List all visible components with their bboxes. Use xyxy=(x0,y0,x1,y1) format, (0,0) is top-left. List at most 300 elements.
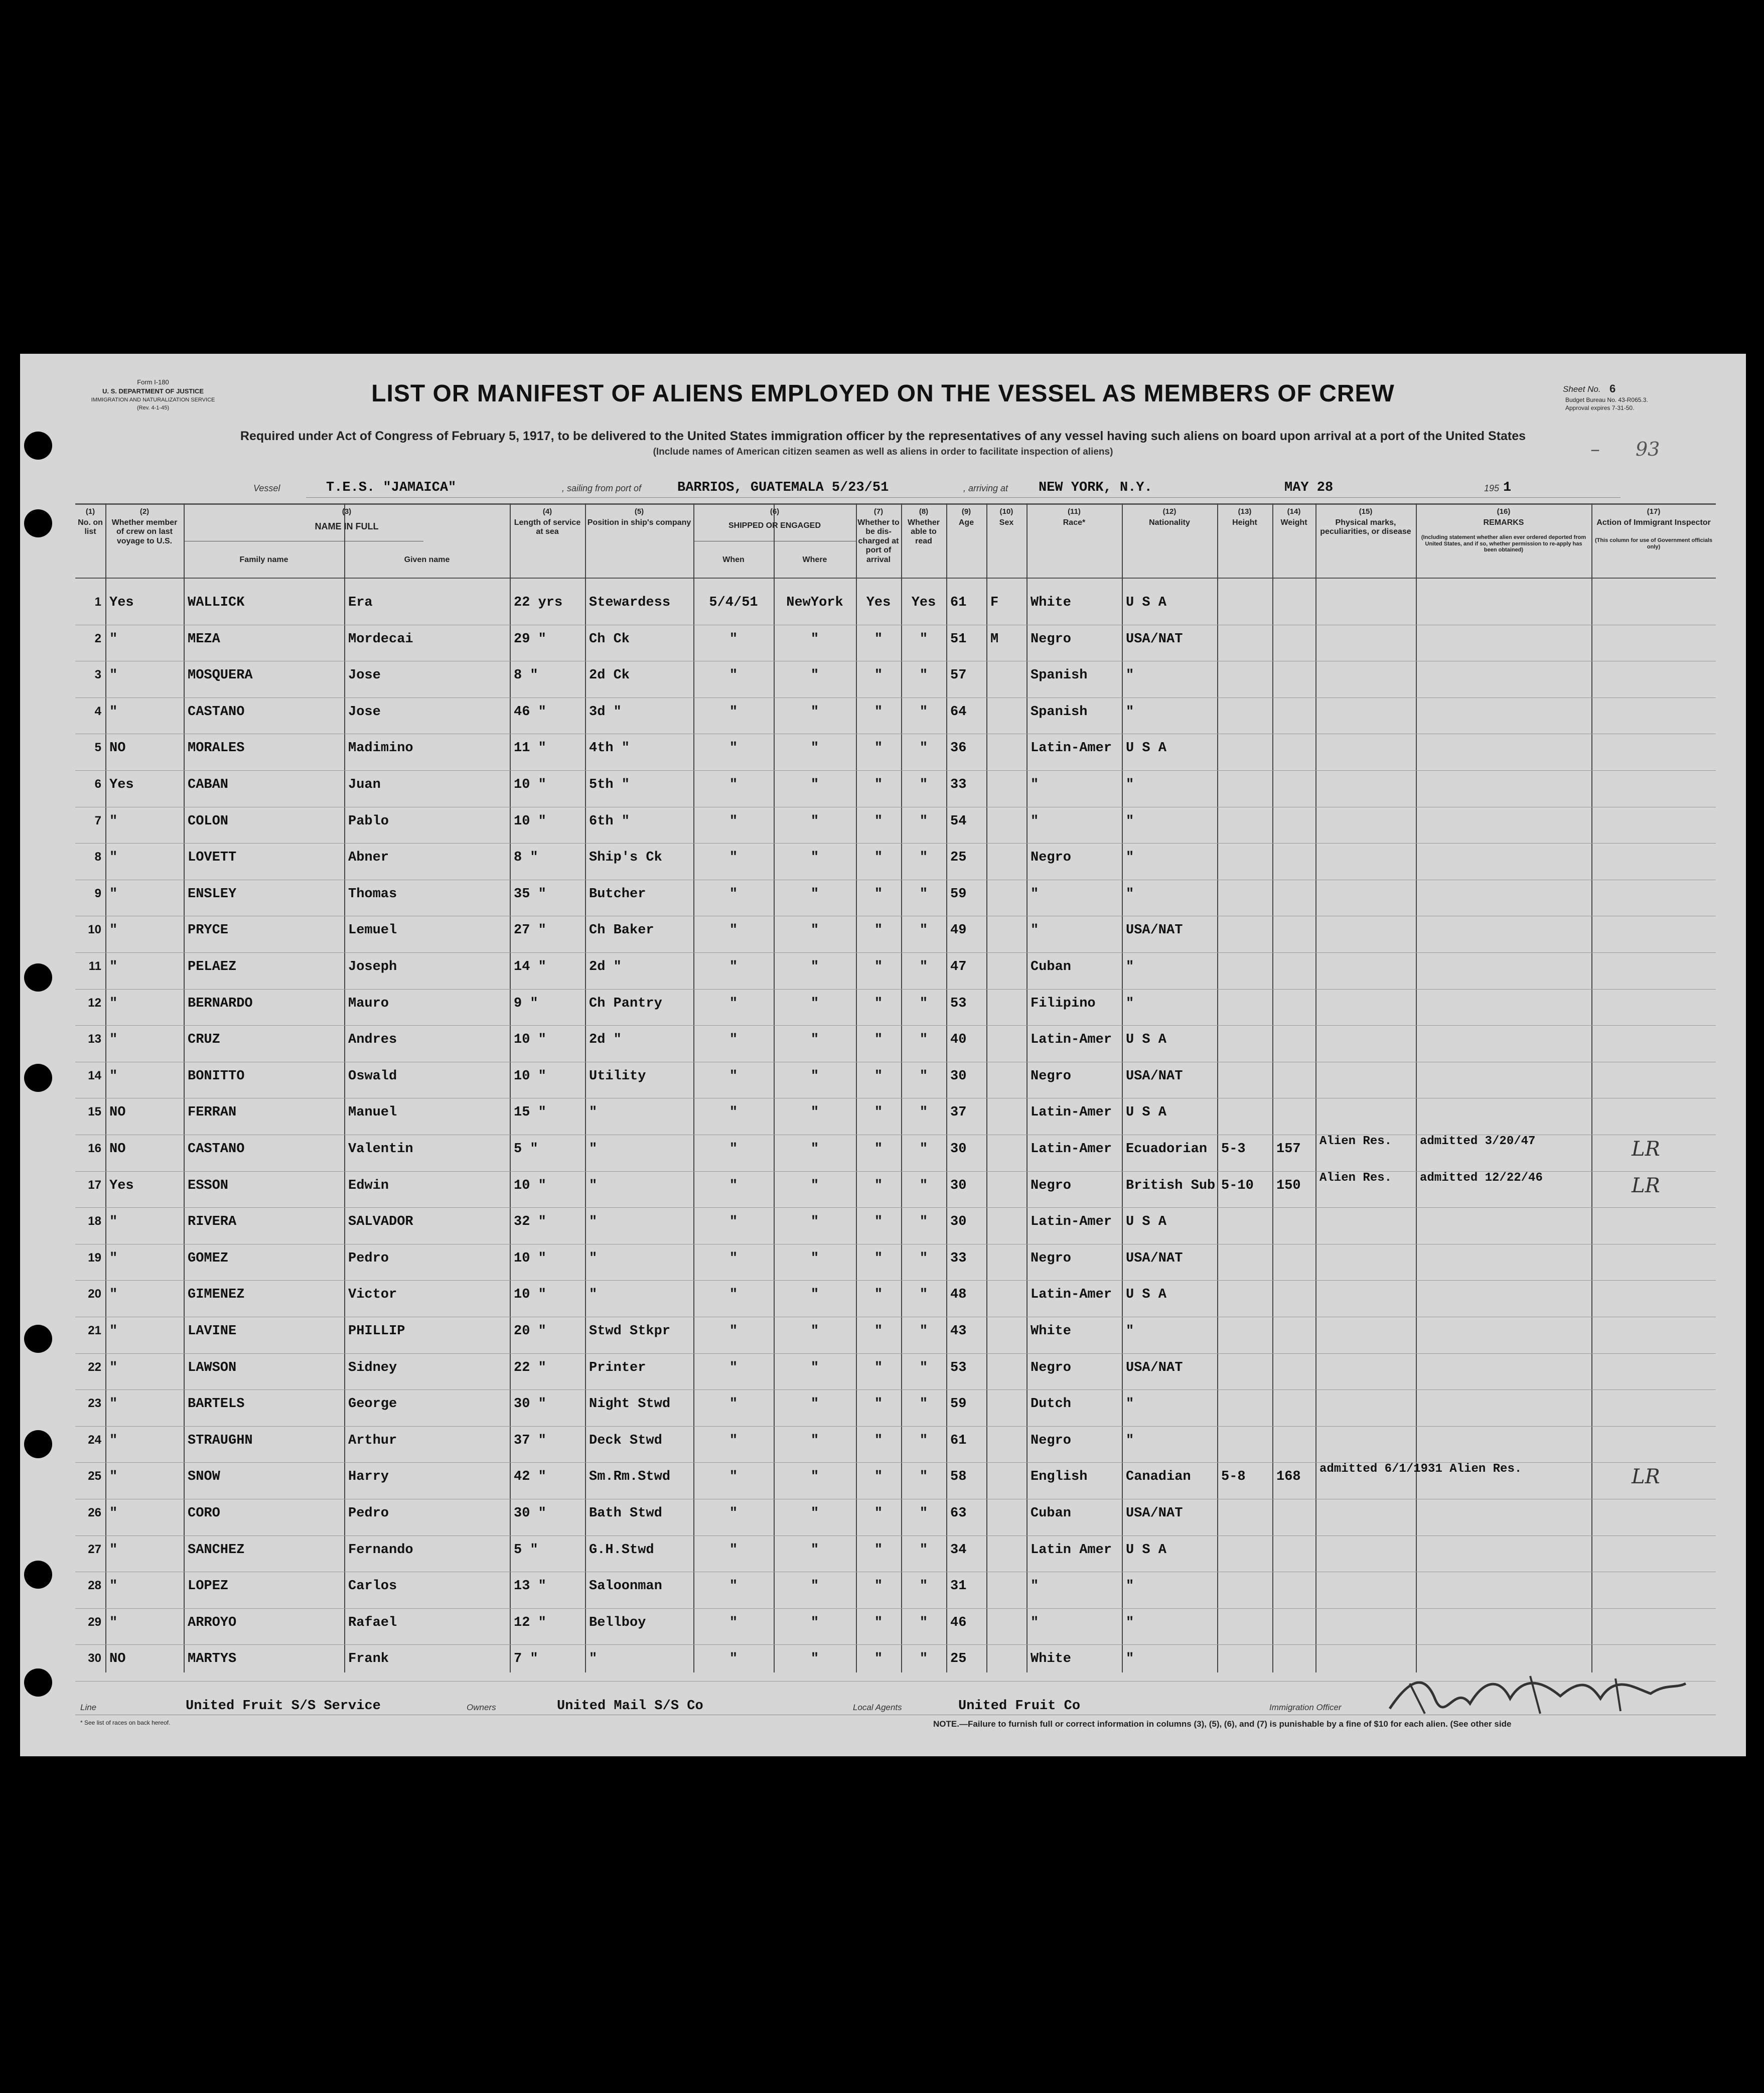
read-cell: " xyxy=(919,959,928,974)
position-cell: " xyxy=(589,1142,598,1157)
member-cell: " xyxy=(109,1469,118,1485)
family-name-cell: ENSLEY xyxy=(188,886,237,902)
length-cell: 10 " xyxy=(514,1068,546,1084)
given-name-cell: Lemuel xyxy=(348,923,397,938)
where-cell: " xyxy=(810,741,819,756)
member-cell: " xyxy=(109,1032,118,1048)
nationality-cell: " xyxy=(1126,1324,1134,1339)
row-rule xyxy=(75,1025,1716,1026)
no-cell: 9 xyxy=(94,886,101,900)
read-cell: " xyxy=(919,1469,928,1485)
length-cell: 11 " xyxy=(514,741,546,756)
when-cell: " xyxy=(729,668,738,683)
sheet-number: 6 xyxy=(1609,382,1616,395)
when-cell: " xyxy=(729,959,738,974)
length-cell: 42 " xyxy=(514,1469,546,1485)
row-rule xyxy=(75,843,1716,844)
action-cell: LR xyxy=(1632,1138,1660,1161)
agents-label: Local Agents xyxy=(853,1703,902,1712)
length-cell: 9 " xyxy=(514,996,538,1011)
when-cell: " xyxy=(729,1142,738,1157)
agents-value: United Fruit Co xyxy=(958,1699,1081,1714)
age-cell: 33 xyxy=(950,1250,967,1266)
position-cell: 2d " xyxy=(589,1032,622,1048)
length-cell: 10 " xyxy=(514,813,546,829)
nationality-cell: " xyxy=(1126,813,1134,829)
age-cell: 43 xyxy=(950,1324,967,1339)
crew-table xyxy=(75,503,1716,1672)
family-name-cell: BERNARDO xyxy=(188,996,253,1011)
given-name-cell: Andres xyxy=(348,1032,397,1048)
year-prefix: 195 xyxy=(1484,483,1500,493)
length-cell: 10 " xyxy=(514,1250,546,1266)
age-cell: 31 xyxy=(950,1579,967,1594)
year-suffix: 1 xyxy=(1503,480,1512,495)
age-cell: 33 xyxy=(950,777,967,792)
where-cell: " xyxy=(810,1324,819,1339)
age-cell: 47 xyxy=(950,959,967,974)
row-rule xyxy=(75,1644,1716,1645)
weight-cell: 157 xyxy=(1276,1142,1301,1157)
discharged-cell: " xyxy=(874,1250,883,1266)
read-cell: " xyxy=(919,1397,928,1412)
no-cell: 6 xyxy=(94,777,101,791)
family-name-cell: MOSQUERA xyxy=(188,668,253,683)
race-cell: " xyxy=(1031,923,1039,938)
when-cell: " xyxy=(729,923,738,938)
read-cell: " xyxy=(919,1178,928,1193)
nationality-cell: " xyxy=(1126,1651,1134,1667)
discharged-cell: " xyxy=(874,668,883,683)
row-rule xyxy=(75,770,1716,771)
nationality-cell: British Sub xyxy=(1126,1178,1216,1193)
length-cell: 37 " xyxy=(514,1433,546,1448)
no-cell: 13 xyxy=(88,1032,101,1046)
position-cell: 3d " xyxy=(589,704,622,720)
race-cell: Latin-Amer xyxy=(1031,1105,1112,1121)
read-cell: " xyxy=(919,1433,928,1448)
page-title: LIST OR MANIFEST OF ALIENS EMPLOYED ON THE VESSEL AS MEMBERS OF CREW xyxy=(371,380,1395,407)
read-cell: " xyxy=(919,850,928,866)
age-cell: 37 xyxy=(950,1105,967,1121)
table-row xyxy=(75,992,1716,1029)
no-cell: 15 xyxy=(88,1105,101,1119)
position-cell: G.H.Stwd xyxy=(589,1542,654,1558)
given-name-cell: Jose xyxy=(348,704,381,720)
position-cell: " xyxy=(589,1178,598,1193)
where-cell: " xyxy=(810,1433,819,1448)
no-cell: 16 xyxy=(88,1142,101,1155)
read-cell: " xyxy=(919,886,928,902)
family-name-cell: ARROYO xyxy=(188,1615,237,1630)
position-cell: Sm.Rm.Stwd xyxy=(589,1469,671,1485)
no-cell: 23 xyxy=(88,1397,101,1411)
table-row xyxy=(75,1171,1716,1211)
race-cell: Negro xyxy=(1031,1433,1072,1448)
punch-hole xyxy=(24,963,52,992)
column-header-discharged: Whether to be dis-charged at port of arrival xyxy=(857,518,900,564)
position-cell: Ch Pantry xyxy=(589,996,662,1011)
weight-cell: 168 xyxy=(1276,1469,1301,1485)
age-cell: 48 xyxy=(950,1287,967,1303)
race-cell: White xyxy=(1031,595,1072,610)
length-cell: 22 yrs xyxy=(514,595,563,610)
member-cell: " xyxy=(109,1615,118,1630)
position-cell: Bellboy xyxy=(589,1615,646,1630)
race-cell: Negro xyxy=(1031,1360,1072,1375)
discharged-cell: " xyxy=(874,1506,883,1521)
column-header-nationality: Nationality xyxy=(1149,518,1190,527)
table-row xyxy=(75,701,1716,737)
given-name-cell: Edwin xyxy=(348,1178,389,1193)
subheader-where: Where xyxy=(802,555,827,564)
when-cell: " xyxy=(729,1324,738,1339)
discharged-cell: " xyxy=(874,631,883,647)
race-cell: Negro xyxy=(1031,850,1072,866)
given-name-cell: Victor xyxy=(348,1287,397,1303)
discharged-cell: " xyxy=(874,1032,883,1048)
punch-hole xyxy=(24,509,52,537)
header-bottom-border xyxy=(75,578,1716,579)
read-cell: Yes xyxy=(911,595,936,610)
column-header-action: Action of Immigrant Inspector xyxy=(1596,518,1711,527)
discharged-cell: " xyxy=(874,1615,883,1630)
column-header-weight: Weight xyxy=(1280,518,1307,527)
member-cell: " xyxy=(109,1360,118,1375)
weight-cell: 150 xyxy=(1276,1178,1301,1193)
column-number: (10) xyxy=(999,507,1013,516)
family-name-cell: MEZA xyxy=(188,631,220,647)
family-name-cell: LAWSON xyxy=(188,1360,237,1375)
family-name-cell: BONITTO xyxy=(188,1068,245,1084)
column-number: (6) xyxy=(770,507,780,516)
length-cell: 14 " xyxy=(514,959,546,974)
row-rule xyxy=(75,1608,1716,1609)
where-cell: " xyxy=(810,1651,819,1667)
no-cell: 8 xyxy=(94,850,101,864)
length-cell: 29 " xyxy=(514,631,546,647)
no-cell: 1 xyxy=(94,595,101,609)
punch-hole xyxy=(24,1561,52,1589)
length-cell: 30 " xyxy=(514,1506,546,1521)
column-number: (11) xyxy=(1068,507,1081,516)
voyage-underline xyxy=(306,497,1621,498)
member-cell: " xyxy=(109,1506,118,1521)
length-cell: 30 " xyxy=(514,1397,546,1412)
race-cell: Latin-Amer xyxy=(1031,1287,1112,1303)
dash-mark: – xyxy=(1590,438,1600,460)
where-cell: " xyxy=(810,923,819,938)
given-name-cell: Mauro xyxy=(348,996,389,1011)
no-cell: 7 xyxy=(94,813,101,827)
age-cell: 30 xyxy=(950,1068,967,1084)
length-cell: 27 " xyxy=(514,923,546,938)
position-cell: 4th " xyxy=(589,741,630,756)
no-cell: 27 xyxy=(88,1542,101,1556)
age-cell: 34 xyxy=(950,1542,967,1558)
when-cell: " xyxy=(729,1068,738,1084)
line-label: Line xyxy=(80,1703,97,1712)
family-name-cell: CRUZ xyxy=(188,1032,220,1048)
nationality-cell: U S A xyxy=(1126,741,1167,756)
discharged-cell: " xyxy=(874,813,883,829)
member-cell: " xyxy=(109,1542,118,1558)
table-row xyxy=(75,1247,1716,1284)
length-cell: 15 " xyxy=(514,1105,546,1121)
table-row xyxy=(75,1065,1716,1101)
sex-cell: M xyxy=(990,631,999,647)
column-number: (14) xyxy=(1287,507,1301,516)
member-cell: " xyxy=(109,1433,118,1448)
member-cell: NO xyxy=(109,741,126,756)
no-cell: 17 xyxy=(88,1178,101,1192)
read-cell: " xyxy=(919,1068,928,1084)
table-row xyxy=(75,1135,1716,1174)
when-cell: " xyxy=(729,1032,738,1048)
when-cell: " xyxy=(729,1178,738,1193)
table-row xyxy=(75,1210,1716,1247)
length-cell: 35 " xyxy=(514,886,546,902)
discharged-cell: " xyxy=(874,959,883,974)
nationality-cell: U S A xyxy=(1126,1214,1167,1230)
discharged-cell: " xyxy=(874,1214,883,1230)
where-cell: " xyxy=(810,886,819,902)
column-number: (7) xyxy=(873,507,884,516)
column-number: (2) xyxy=(139,507,150,516)
read-cell: " xyxy=(919,1324,928,1339)
where-cell: NewYork xyxy=(786,595,843,610)
read-cell: " xyxy=(919,704,928,720)
column-number: (4) xyxy=(542,507,552,516)
race-cell: Spanish xyxy=(1031,704,1088,720)
column-header-shipped: SHIPPED OR ENGAGED xyxy=(728,521,821,530)
column-header-position: Position in ship's company xyxy=(587,518,691,527)
discharged-cell: " xyxy=(874,1142,883,1157)
arrival-port: NEW YORK, N.Y. xyxy=(1039,480,1152,495)
length-cell: 7 " xyxy=(514,1651,538,1667)
budget-bureau: Budget Bureau No. 43-R065.3. xyxy=(1565,396,1648,403)
page-number-handwritten: 93 xyxy=(1636,438,1660,460)
read-cell: " xyxy=(919,1250,928,1266)
subheader-when: When xyxy=(722,555,745,564)
age-cell: 54 xyxy=(950,813,967,829)
race-cell: Negro xyxy=(1031,1250,1072,1266)
when-cell: " xyxy=(729,886,738,902)
where-cell: " xyxy=(810,1360,819,1375)
family-name-cell: COLON xyxy=(188,813,229,829)
service: IMMIGRATION AND NATURALIZATION SERVICE xyxy=(91,397,215,403)
read-cell: " xyxy=(919,631,928,647)
read-cell: " xyxy=(919,1579,928,1594)
read-cell: " xyxy=(919,741,928,756)
given-name-cell: Pedro xyxy=(348,1506,389,1521)
nationality-cell: " xyxy=(1126,1579,1134,1594)
given-name-cell: Pedro xyxy=(348,1250,389,1266)
where-cell: " xyxy=(810,1105,819,1121)
column-number: (5) xyxy=(634,507,644,516)
discharged-cell: " xyxy=(874,850,883,866)
vessel-name: T.E.S. "JAMAICA" xyxy=(326,480,457,495)
given-name-cell: Fernando xyxy=(348,1542,413,1558)
family-name-cell: CABAN xyxy=(188,777,229,792)
table-row xyxy=(75,883,1716,919)
read-cell: " xyxy=(919,996,928,1011)
no-cell: 21 xyxy=(88,1324,101,1337)
when-cell: " xyxy=(729,777,738,792)
discharged-cell: " xyxy=(874,923,883,938)
family-name-cell: CORO xyxy=(188,1506,220,1521)
officer-signature xyxy=(1380,1668,1691,1724)
given-name-cell: Madimino xyxy=(348,741,413,756)
where-cell: " xyxy=(810,1579,819,1594)
no-cell: 14 xyxy=(88,1068,101,1082)
race-cell: Latin Amer xyxy=(1031,1542,1112,1558)
length-cell: 10 " xyxy=(514,1178,546,1193)
race-cell: Latin-Amer xyxy=(1031,741,1112,756)
family-name-cell: MORALES xyxy=(188,741,245,756)
discharged-cell: Yes xyxy=(866,595,891,610)
where-cell: " xyxy=(810,813,819,829)
column-number: (1) xyxy=(85,507,95,516)
header-note-action-note: (This column for use of Government officials only) xyxy=(1594,537,1713,550)
discharged-cell: " xyxy=(874,1433,883,1448)
race-cell: Latin-Amer xyxy=(1031,1032,1112,1048)
where-cell: " xyxy=(810,1068,819,1084)
member-cell: " xyxy=(109,923,118,938)
action-cell: LR xyxy=(1632,1174,1660,1197)
no-cell: 2 xyxy=(94,631,101,645)
nationality-cell: U S A xyxy=(1126,1542,1167,1558)
punch-hole xyxy=(24,1325,52,1353)
member-cell: " xyxy=(109,1250,118,1266)
when-cell: " xyxy=(729,1506,738,1521)
row-rule xyxy=(75,989,1716,990)
column-header-race: Race* xyxy=(1063,518,1086,527)
family-name-cell: RIVERA xyxy=(188,1214,237,1230)
when-cell: " xyxy=(729,850,738,866)
punch-hole xyxy=(24,1064,52,1092)
race-cell: " xyxy=(1031,777,1039,792)
when-cell: " xyxy=(729,1105,738,1121)
position-cell: 6th " xyxy=(589,813,630,829)
family-name-cell: CASTANO xyxy=(188,704,245,720)
family-name-cell: LAVINE xyxy=(188,1324,237,1339)
nationality-cell: USA/NAT xyxy=(1126,923,1183,938)
nationality-cell: U S A xyxy=(1126,595,1167,610)
table-row xyxy=(75,1283,1716,1320)
no-cell: 28 xyxy=(88,1579,101,1593)
member-cell: " xyxy=(109,1579,118,1594)
table-row xyxy=(75,1356,1716,1393)
where-cell: " xyxy=(810,1250,819,1266)
length-cell: 12 " xyxy=(514,1615,546,1630)
age-cell: 58 xyxy=(950,1469,967,1485)
when-cell: " xyxy=(729,1250,738,1266)
nationality-cell: " xyxy=(1126,850,1134,866)
family-name-cell: SNOW xyxy=(188,1469,220,1485)
given-name-cell: PHILLIP xyxy=(348,1324,405,1339)
member-cell: " xyxy=(109,1068,118,1084)
table-row xyxy=(75,628,1716,664)
when-cell: " xyxy=(729,996,738,1011)
table-row xyxy=(75,1502,1716,1539)
table-row xyxy=(75,1462,1716,1502)
nationality-cell: USA/NAT xyxy=(1126,1250,1183,1266)
length-cell: 20 " xyxy=(514,1324,546,1339)
approval-expires: Approval expires 7-31-50. xyxy=(1565,404,1635,411)
member-cell: Yes xyxy=(109,777,134,792)
member-cell: " xyxy=(109,668,118,683)
member-cell: Yes xyxy=(109,1178,134,1193)
column-header-height: Height xyxy=(1232,518,1257,527)
read-cell: " xyxy=(919,923,928,938)
given-name-cell: Valentin xyxy=(348,1142,413,1157)
position-cell: Stwd Stkpr xyxy=(589,1324,671,1339)
position-cell: Deck Stwd xyxy=(589,1433,662,1448)
column-number: (8) xyxy=(919,507,929,516)
age-cell: 25 xyxy=(950,1651,967,1667)
no-cell: 12 xyxy=(88,996,101,1010)
member-cell: " xyxy=(109,959,118,974)
remarks-cell: admitted 12/22/46 xyxy=(1420,1171,1543,1185)
where-cell: " xyxy=(810,959,819,974)
race-cell: White xyxy=(1031,1324,1072,1339)
no-cell: 26 xyxy=(88,1506,101,1519)
table-row xyxy=(75,919,1716,955)
nationality-cell: " xyxy=(1126,668,1134,683)
where-cell: " xyxy=(810,1142,819,1157)
table-row xyxy=(75,1575,1716,1611)
length-cell: 22 " xyxy=(514,1360,546,1375)
length-cell: 32 " xyxy=(514,1214,546,1230)
discharged-cell: " xyxy=(874,1360,883,1375)
nationality-cell: " xyxy=(1126,1397,1134,1412)
table-top-border xyxy=(75,503,1716,505)
where-cell: " xyxy=(810,996,819,1011)
age-cell: 30 xyxy=(950,1142,967,1157)
race-cell: English xyxy=(1031,1469,1088,1485)
member-cell: NO xyxy=(109,1651,126,1667)
action-cell: LR xyxy=(1632,1465,1660,1489)
no-cell: 3 xyxy=(94,668,101,682)
age-cell: 30 xyxy=(950,1214,967,1230)
where-cell: " xyxy=(810,1506,819,1521)
nationality-cell: U S A xyxy=(1126,1032,1167,1048)
read-cell: " xyxy=(919,668,928,683)
member-cell: Yes xyxy=(109,595,134,610)
position-cell: Stewardess xyxy=(589,595,671,610)
department: U. S. DEPARTMENT OF JUSTICE xyxy=(102,387,204,395)
nationality-cell: USA/NAT xyxy=(1126,1360,1183,1375)
family-name-cell: PELAEZ xyxy=(188,959,237,974)
when-cell: " xyxy=(729,1651,738,1667)
member-cell: " xyxy=(109,850,118,866)
age-cell: 25 xyxy=(950,850,967,866)
column-number: (16) xyxy=(1497,507,1511,516)
family-name-cell: BARTELS xyxy=(188,1397,245,1412)
row-rule xyxy=(75,1353,1716,1354)
discharged-cell: " xyxy=(874,1105,883,1121)
read-cell: " xyxy=(919,1214,928,1230)
where-cell: " xyxy=(810,1287,819,1303)
read-cell: " xyxy=(919,1651,928,1667)
position-cell: Bath Stwd xyxy=(589,1506,662,1521)
age-cell: 64 xyxy=(950,704,967,720)
arrival-date: MAY 28 xyxy=(1284,480,1334,495)
marks-cell: Alien Res. xyxy=(1319,1171,1392,1185)
table-row xyxy=(75,664,1716,701)
table-row xyxy=(75,1539,1716,1575)
